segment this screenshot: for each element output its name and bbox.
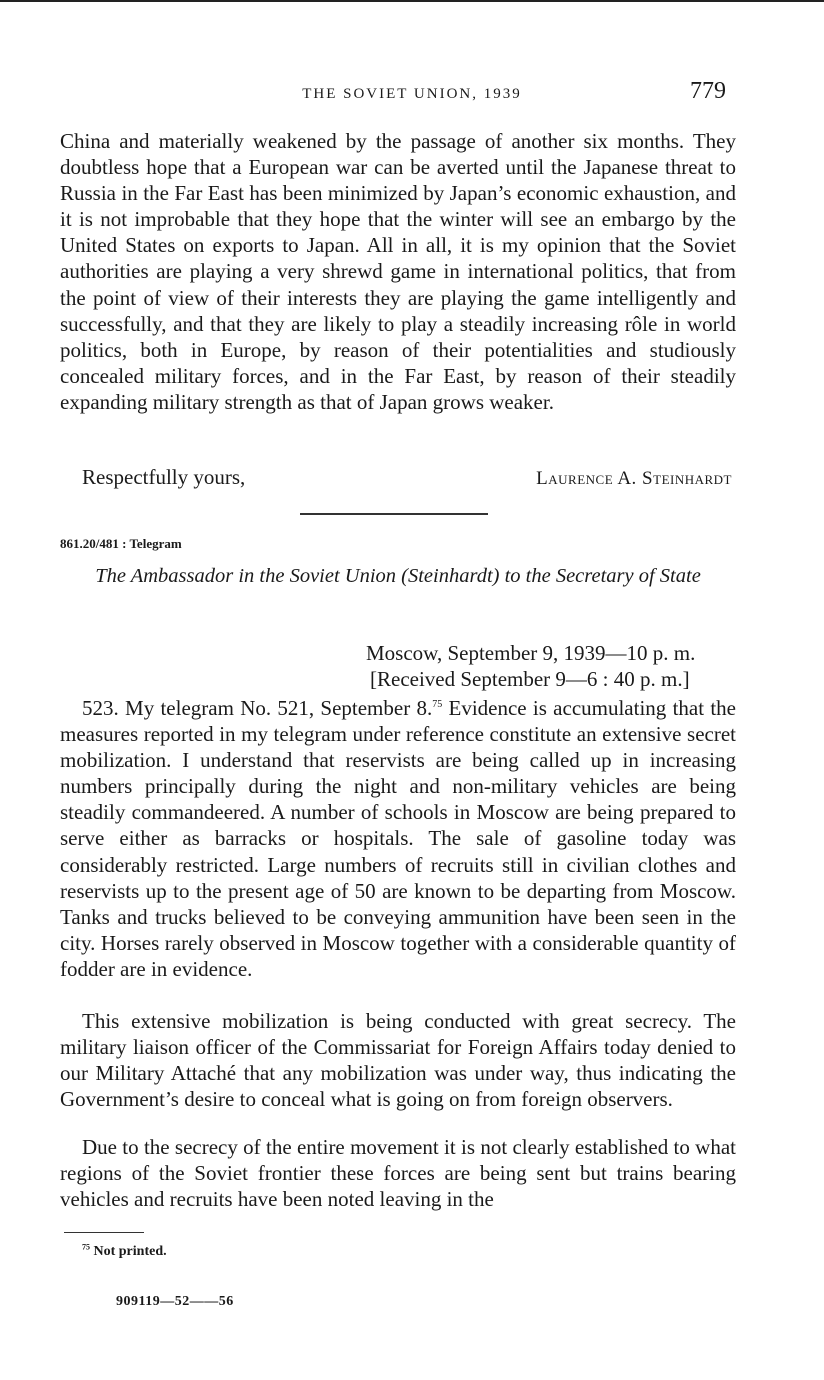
letter-continuation-paragraph: China and materially weakened by the passage of another six months. They doubtless hope that a European war can be averted until the Japanese threat to Russia in the Far East has been minimized by Japan’s economic exhaustion, and it is not improbable that they hope that the winter will see an embargo by the United States on exports to Japan. All in all, it is my opinion that the Soviet authorities are playing a very shrewd game in international politics, that from the point of view of their interests they are playing the game intelligently and successfully, and that they are likely to play a steadily increasing rôle in world politics, both in Europe, by reason of their potentialities and studiously concealed military forces, and in the Far East, by reason of their steadily expanding military strength as that of Japan grows weaker.: [60, 129, 736, 414]
telegram-paragraph-2: This extensive mobilization is being conducted with great secrecy. The military liaison officer of the Commissariat for Foreign Affairs today denied to our Military Attaché that any mobilization was under way, thus indicating the Government’s desire to conceal what is going on from foreign observers.: [60, 1009, 736, 1112]
footnote-rule: [64, 1232, 144, 1233]
document-title: The Ambassador in the Soviet Union (Steinhardt) to the Secretary of State: [95, 565, 701, 587]
running-title: THE SOVIET UNION, 1939: [302, 86, 522, 102]
top-border-rule: [0, 0, 824, 2]
footnote-text: Not printed.: [93, 1244, 167, 1259]
received-line: [Received September 9—6 : 40 p. m.]: [370, 667, 690, 691]
footnote-marker: 75: [82, 1242, 90, 1252]
footnote-reference: 75: [432, 699, 443, 710]
page-number: 779: [690, 78, 726, 104]
signature: Laurence A. Steinhardt: [536, 468, 732, 489]
dateline-block: [366, 640, 736, 692]
print-code: 909119—52——56: [116, 1294, 234, 1309]
telegram-paragraph-1-start: 523. My telegram No. 521, September 8.: [82, 696, 433, 720]
file-number: 861.20/481 : Telegram: [60, 536, 182, 551]
section-divider: [300, 513, 488, 515]
footnote: [82, 1244, 167, 1260]
telegram-paragraph-1-rest: Evidence is accumulating that the measures reported in my telegram under reference constitute an extensive secret mobilization. I understand that reservists are being called up in increasing numbers principally during the night and non-military vehicles are being steadily commandeered. A number of schools in Moscow are being prepared to serve either as barracks or hospitals. The sale of gasoline today was considerably restricted. Large numbers of recruits still in civilian clothes and reservists up to the present age of 50 are known to be departing from Moscow. Tanks and trucks believed to be conveying ammunition have been seen in the city. Horses rarely observed in Moscow together with a considerable quantity of fodder are in evidence.: [60, 696, 736, 981]
dateline: Moscow, September 9, 1939—10 p. m.: [366, 641, 696, 665]
telegram-paragraph-3: Due to the secrecy of the entire movement it is not clearly established to what regions of the Soviet frontier these forces are being sent but trains bearing vehicles and recruits have been noted leaving in the: [60, 1135, 736, 1212]
valediction: Respectfully yours,: [82, 465, 246, 489]
telegram-paragraph-1: [60, 695, 736, 982]
